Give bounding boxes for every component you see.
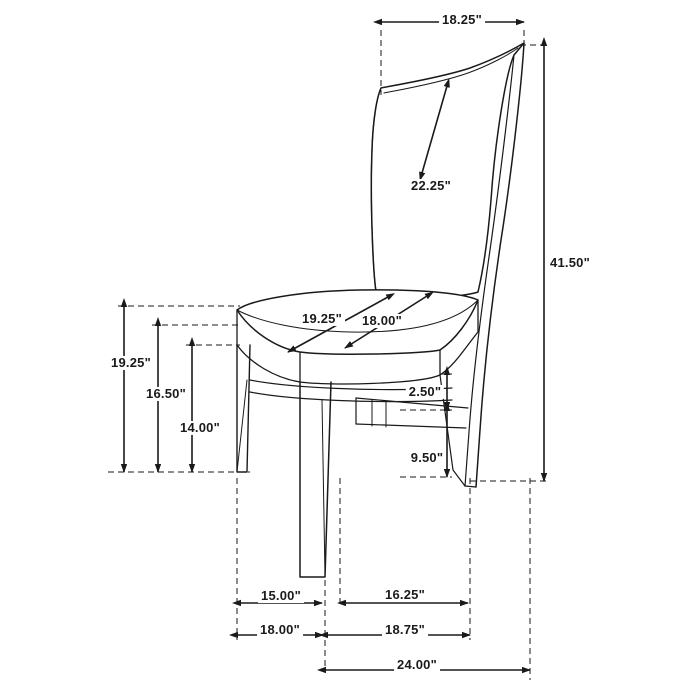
dim-label-rear-depth: 18.75" xyxy=(382,623,428,637)
chair-rear-post-bottom xyxy=(465,486,476,487)
dim-label-front-depth: 18.00" xyxy=(257,623,303,637)
dim-label-stretcher-height: 9.50" xyxy=(408,451,446,465)
dim-label-seat-depth: 19.25" xyxy=(299,312,345,326)
dim-label-overall-height: 41.50" xyxy=(547,256,593,270)
chair-seat-apron-bottom xyxy=(300,375,440,384)
chair-illustration xyxy=(237,43,524,577)
dim-label-back-height: 22.25" xyxy=(408,179,454,193)
dim-label-front-leg-span: 15.00" xyxy=(258,589,304,603)
chair-rear-stretcher-brace xyxy=(372,400,386,427)
dim-label-seat-height-mid: 16.50" xyxy=(143,387,189,401)
dim-label-overall-depth: 24.00" xyxy=(394,658,440,672)
dim-label-seat-height-inner: 14.00" xyxy=(177,421,223,435)
dim-label-back-width: 18.25" xyxy=(439,13,485,27)
dim-label-seat-thickness: 2.50" xyxy=(406,385,444,399)
chair-front-leg-near-inner xyxy=(322,400,325,577)
chair-front-leg-far xyxy=(237,380,247,472)
chair-front-leg-near xyxy=(300,382,331,577)
chair-seat-top xyxy=(237,290,478,354)
dim-label-seat-height-outer: 19.25" xyxy=(108,356,154,370)
dim-label-seat-width: 18.00" xyxy=(359,314,405,328)
dim-label-rear-leg-span: 16.25" xyxy=(382,588,428,602)
